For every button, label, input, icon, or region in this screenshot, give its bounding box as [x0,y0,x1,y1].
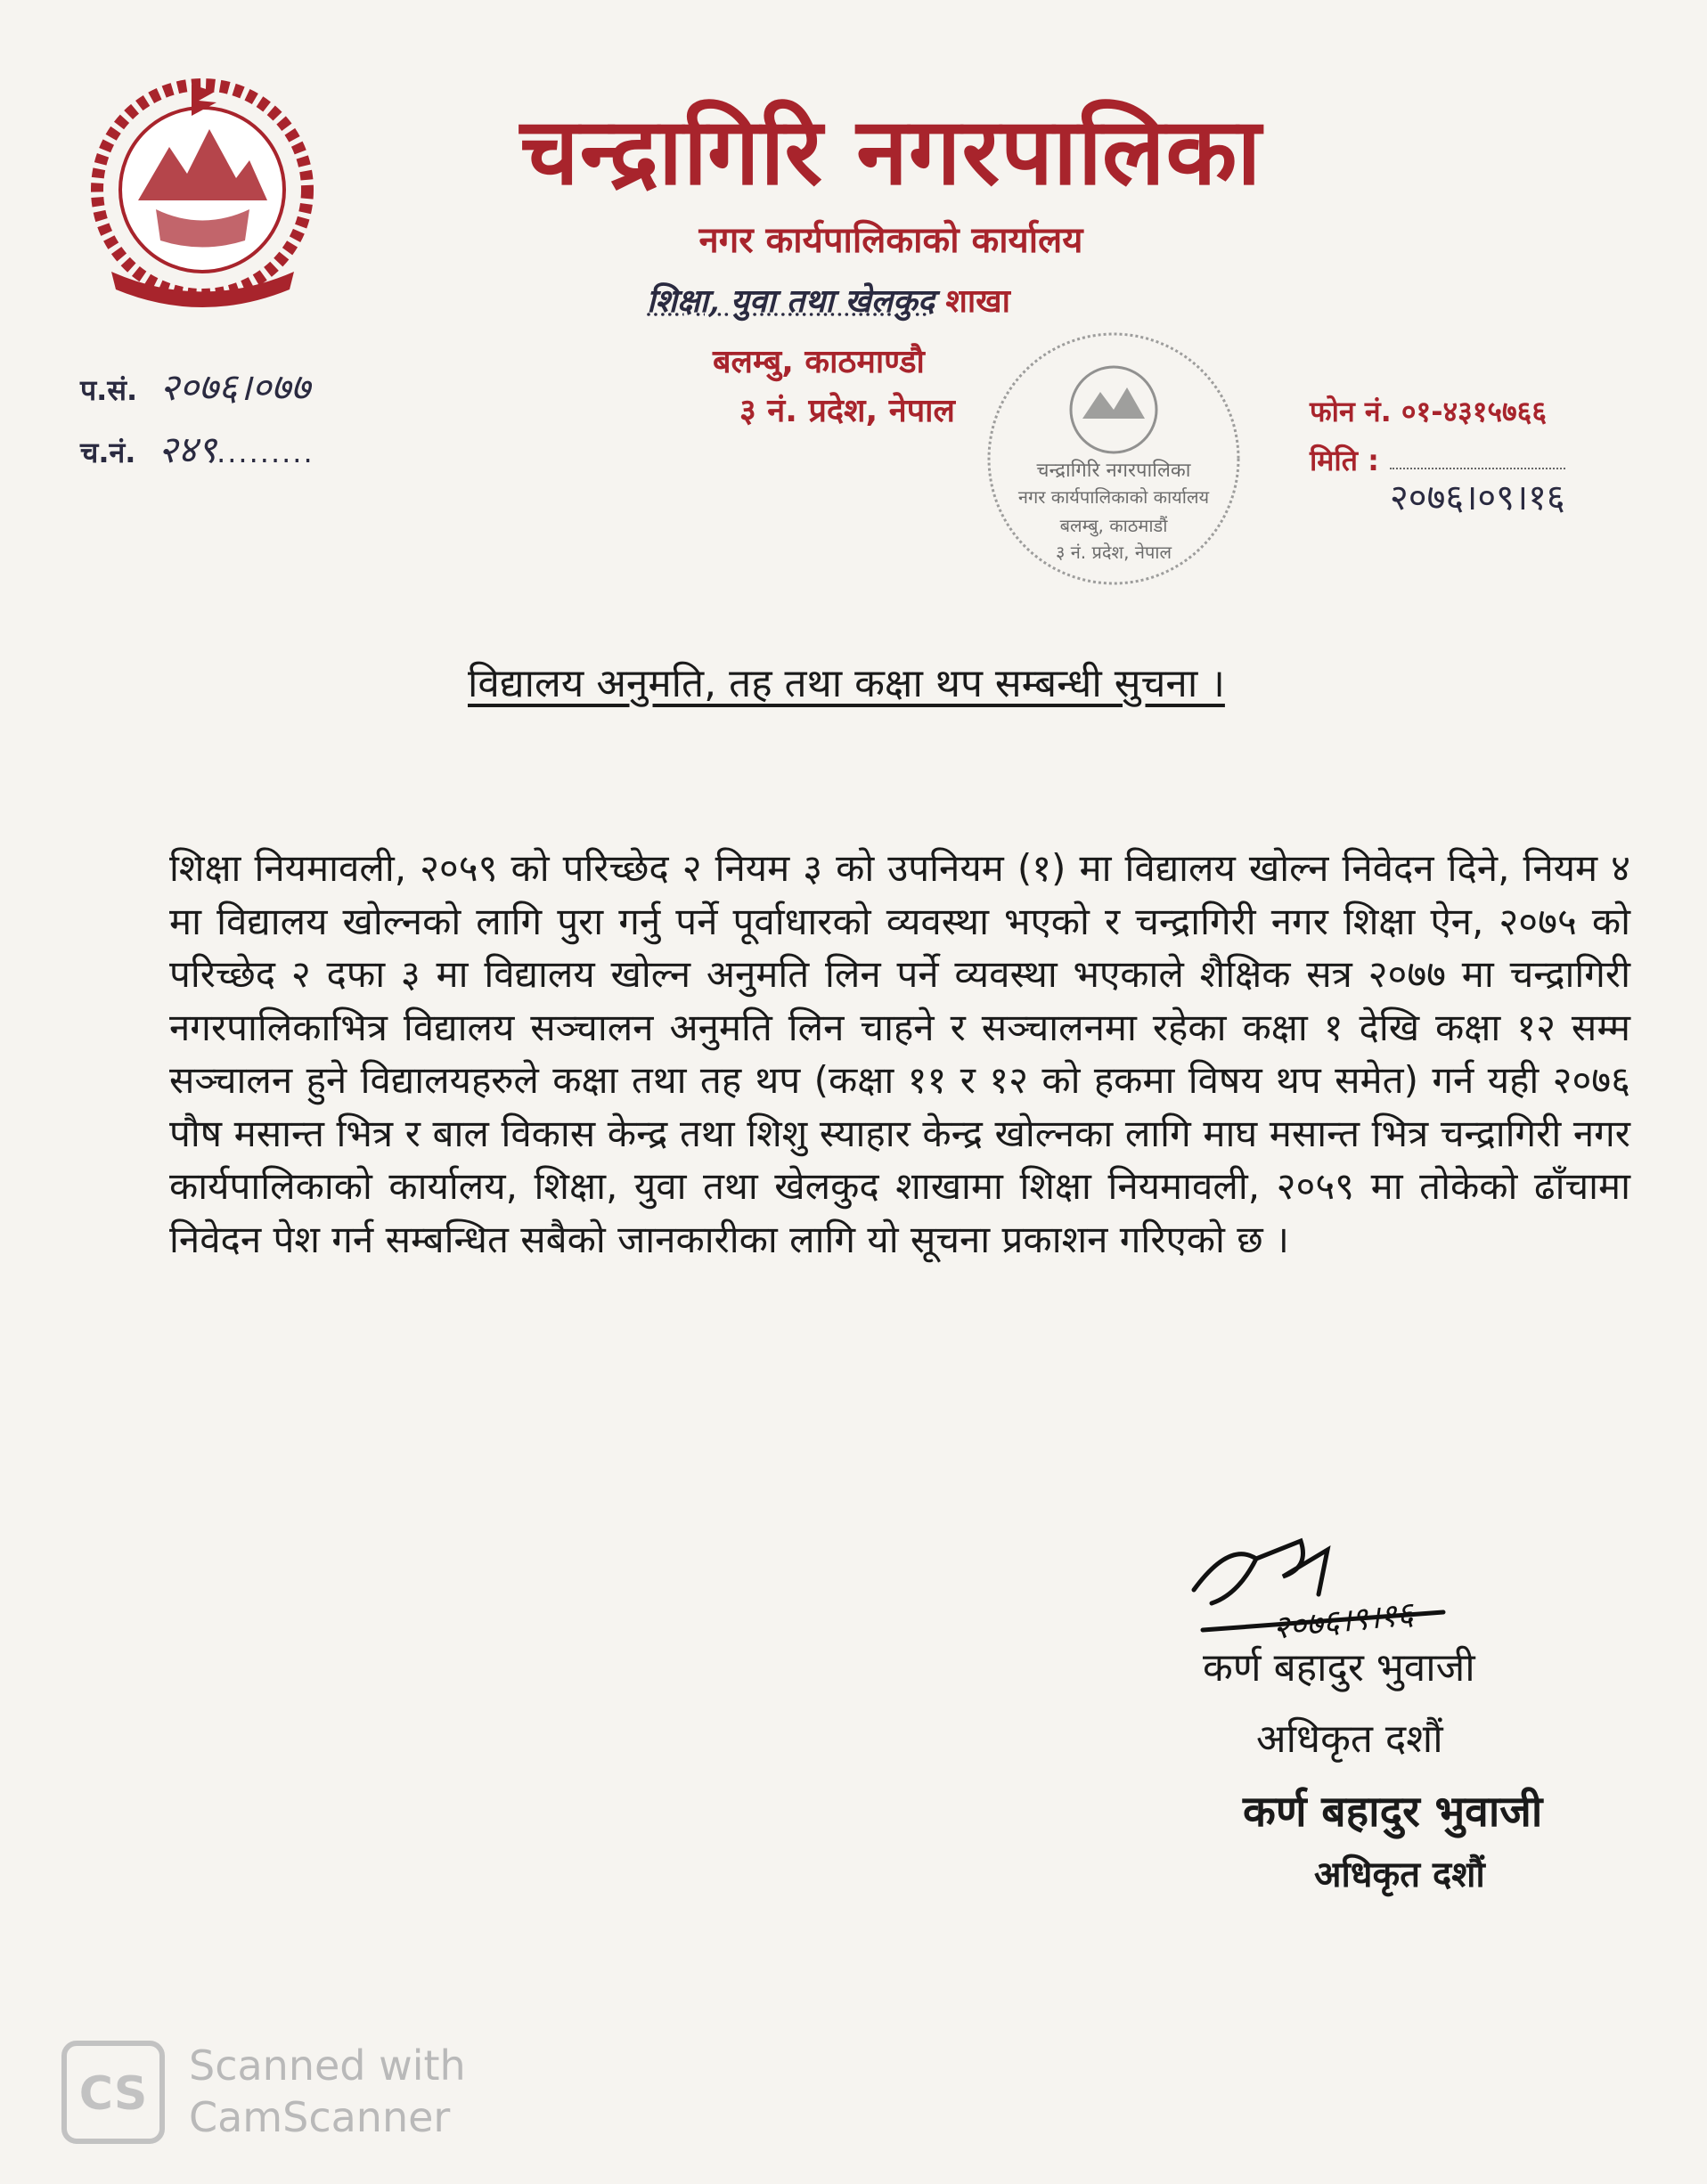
name-stamp: कर्ण बहादुर भुवाजी [1243,1787,1543,1837]
camscanner-logo-text: CS [78,2067,148,2121]
stamp-line-2: नगर कार्यपालिकाको कार्यालय [1017,486,1210,508]
organization-name: चन्द्रागिरि नगरपालिका [519,96,1262,206]
cn-value: २४९ [158,428,217,471]
notice-body: शिक्षा नियमावली, २०५९ को परिच्छेद २ नियम ३ को उपनियम (१) मा विद्यालय खोल्न निवेदन दिने, नियम ४ मा विद्यालय खोल्नको लागि पुरा गर्नु पर्ने पूर्वाधारको व्यवस्था भएको र चन्द्रागिरी नगर शिक्षा ऐन, २०७५ को परिच्छेद २ दफा ३ मा विद्यालय खोल्न अनुमति लिन पर्ने व्यवस्था भएकाले शैक्षिक सत्र २०७७ मा चन्द्रागिरी नगरपालिकाभित्र विद्यालय सञ्चालन अनुमति लिन चाहने र सञ्चालनमा रहेका कक्षा १ देखि कक्षा १२ सम्म सञ्चालन हुने विद्यालयहरुले कक्षा तथा तह थप (कक्षा ११ र १२ को हकमा विषय थप समेत) गर्न यही २०७६ पौष मसान्त भित्र र बाल विकास केन्द्र तथा शिशु स्याहार केन्द्र खोल्नका लागि माघ मसान्त भित्र चन्द्रागिरी नगर कार्यपालिकाको कार्यालय, शिक्षा, युवा तथा खेलकुद शाखामा शिक्षा नियमावली, २०५९ मा तोकेको ढाँचामा निवेदन पेश गर्न सम्बन्धित सबैको जानकारीका लागि यो सूचना प्रकाशन गरिएको छ । [169,846,1630,1261]
cn-reference: च.नं. २४९......... [80,428,314,471]
date-value: २०७६।०९।१६ [1390,468,1565,520]
watermark-line-1: Scanned with [189,2041,466,2090]
watermark-line-2: CamScanner [189,2093,451,2141]
municipality-emblem-logo [85,76,321,316]
stamp-line-1: चन्द्रागिरि नगरपालिका [1036,460,1191,482]
office-stamp [980,325,1247,592]
signatory-name: कर्ण बहादुर भुवाजी [1203,1645,1475,1691]
stamp-line-4: ३ नं. प्रदेश, नेपाल [1055,542,1172,563]
phone-number: फोन नं. ०१-४३१५७६६ [1310,395,1547,428]
notice-subject: विद्यालय अनुमति, तह तथा कक्षा थप सम्बन्धी सुचना । [468,661,1225,706]
signatory-title: अधिकृत दशौं [1256,1716,1443,1762]
ps-reference [80,361,310,412]
handwritten-signature [1176,1505,1497,1657]
branch-suffix: शाखा [945,283,1010,320]
address-line-1: बलम्बु, काठमाण्डौ [713,344,925,380]
camscanner-logo-icon [61,2040,166,2145]
cn-label: च.नं. [80,436,136,469]
branch-line [543,278,1114,322]
signature-date: २०७६।९।१६ [1270,1595,1416,1647]
stamp-line-3: बलम्बु, काठमाडौं [1059,515,1168,536]
office-name: नगर कार्यपालिकाको कार्यालय [698,220,1083,261]
date-label: मिति : [1310,444,1379,477]
ps-value: २०७६।०७७ [159,365,311,409]
branch-handwritten: शिक्षा, युवा तथा खेलकुद [647,282,935,320]
address-line-2: ३ नं. प्रदेश, नेपाल [739,393,955,429]
title-stamp: अधिकृत दशौं [1314,1854,1485,1895]
ps-label: प.सं. [80,373,138,407]
